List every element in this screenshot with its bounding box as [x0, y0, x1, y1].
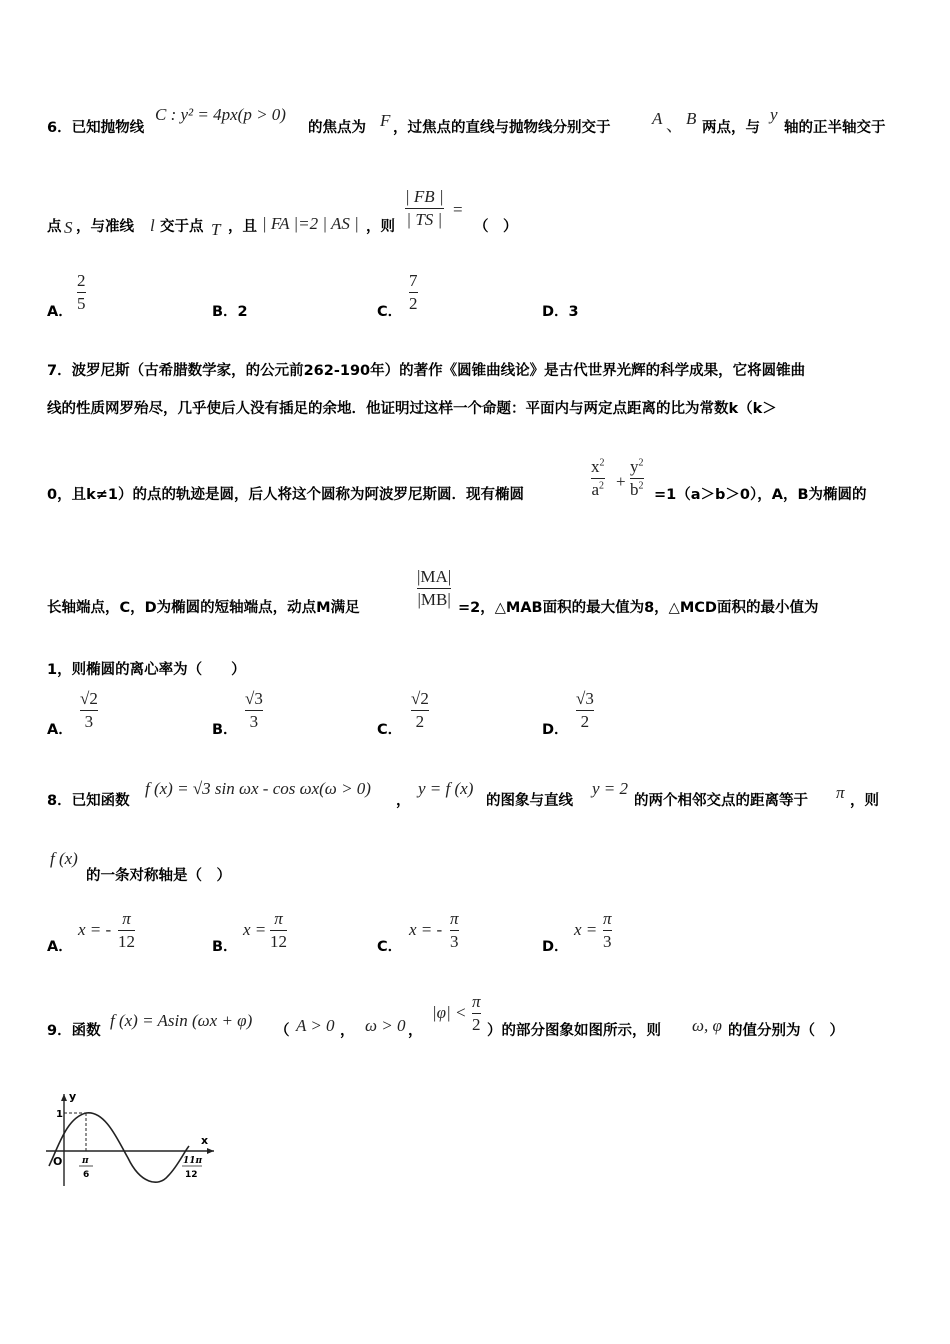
fraction-bar: [77, 292, 86, 293]
q8-pi: π: [836, 783, 845, 802]
graph-tick2-num: 11π: [183, 1156, 203, 1166]
q8-y-equals-fx: y = f (x): [418, 779, 474, 798]
q7-option-b-fraction: [245, 690, 263, 731]
q8-option-c-lhs: x = -: [409, 920, 443, 939]
q7-line3-a: 0，且k≠1）的点的轨迹是圆，后人将这个圆称为阿波罗尼斯圆．现有椭圆: [47, 487, 524, 503]
q8-option-b-den: 12: [270, 931, 287, 951]
q6-ratio-den: | TS |: [406, 209, 443, 229]
q6-option-c-num: 7: [409, 271, 418, 290]
fraction-bar: [80, 710, 98, 711]
q6-option-d: D．3: [542, 304, 579, 320]
q8-option-c-num: π: [450, 909, 459, 928]
q9-end: 的值分别为（ ）: [728, 1023, 844, 1039]
q6-line2-c: 交于点: [160, 219, 204, 235]
q6-equals: =: [453, 200, 463, 219]
q6-separator: 、: [666, 116, 683, 135]
q8-line2: 的一条对称轴是（ ）: [86, 868, 231, 884]
q6-option-a-den: 5: [77, 293, 86, 313]
graph-origin-label: O: [53, 1155, 63, 1168]
q7-line1: 7．波罗尼斯（古希腊数学家，的公元前262-190年）的著作《圆锥曲线论》是古代世界光辉的科学成果，它将圆锥曲: [47, 363, 806, 379]
q9-cond-a: A > 0: [296, 1016, 335, 1035]
q7-option-d-fraction: [576, 690, 594, 731]
q6-line-l: l: [150, 216, 155, 235]
q6-line1-prefix: 6．已知抛物线: [47, 120, 145, 136]
q7-option-c-label: C．: [377, 722, 403, 738]
q6-line2-b: ，与准线: [76, 219, 134, 235]
q7-ellipse-x-term: [591, 458, 605, 499]
q7-a: a: [591, 479, 600, 499]
graph-tick1-den: 6: [83, 1170, 90, 1180]
fraction-bar: [411, 710, 429, 711]
q7-ma: |MA|: [417, 567, 452, 586]
q8-option-d-den: 3: [603, 931, 612, 951]
q9-cond-phi: |φ| <: [432, 1003, 467, 1022]
q7-option-a-label: A．: [47, 722, 73, 738]
q7-x: x: [591, 457, 600, 476]
q8-prefix: 8．已知函数: [47, 793, 130, 809]
q9-omega-phi: ω, φ: [692, 1016, 722, 1035]
q7-line4-b: =2，△MAB面积的最大值为8，△MCD面积的最小值为: [458, 600, 819, 616]
fraction-bar: [472, 1013, 481, 1014]
q8-function: f (x) = √3 sin ωx - cos ωx(ω > 0): [145, 779, 371, 798]
graph-tick1-num: π: [82, 1156, 89, 1166]
q9-phi-num: π: [472, 992, 481, 1011]
q7-line5: 1，则椭圆的离心率为（ ）: [47, 662, 246, 678]
q6-line2-a: 点: [47, 219, 62, 235]
q7-option-a-num: √2: [80, 689, 98, 708]
q7-option-b-den: 3: [249, 711, 259, 731]
q9-function: f (x) = Asin (ωx + φ): [110, 1011, 253, 1030]
q8-option-a-lhs: x = -: [78, 920, 112, 939]
q8-fx: f (x): [50, 849, 78, 868]
q8-option-d-num: π: [603, 909, 612, 928]
q6-option-b: B．2: [212, 304, 248, 320]
q7-plus: +: [616, 472, 626, 491]
q6-point-A: A: [652, 109, 663, 128]
q6-ratio-num: | FB |: [405, 187, 444, 206]
q8-option-c-label: C．: [377, 939, 403, 955]
q7-option-d-num: √3: [576, 689, 594, 708]
q7-option-a-fraction: [80, 690, 98, 731]
q6-line2-d: ，且: [228, 219, 257, 235]
q7-b-exp: 2: [638, 480, 644, 492]
q7-option-c-fraction: [411, 690, 429, 731]
q6-text-b: ，过焦点的直线与抛物线分别交于: [393, 120, 611, 136]
q8-option-c-den: 3: [450, 931, 459, 951]
q6-point-F: F: [380, 111, 391, 130]
q6-option-a-label: A．: [47, 304, 73, 320]
q9-close: ）的部分图象如图所示，则: [487, 1023, 661, 1039]
q8-option-a-den: 12: [118, 931, 135, 951]
q7-line2: 线的性质网罗殆尽，几乎使后人没有插足的余地．他证明过这样一个命题：平面内与两定点距离的比为常数k（k＞: [47, 401, 777, 417]
q7-y-exp: 2: [638, 457, 644, 469]
q9-comma2: ，: [408, 1023, 423, 1039]
x-axis-arrow: [207, 1148, 214, 1154]
q7-option-d-label: D．: [542, 722, 569, 738]
graph-tick2-den: 12: [185, 1170, 198, 1180]
q8-option-b-label: B．: [212, 939, 238, 955]
q8-line-y2: y = 2: [592, 779, 629, 798]
y-axis-arrow: [61, 1094, 67, 1101]
q8-mid2: 的两个相邻交点的距离等于: [634, 793, 808, 809]
q6-line2-e: ，则: [366, 219, 395, 235]
q6-option-a-num: 2: [77, 271, 86, 290]
q9-cond-omega: ω > 0: [365, 1016, 406, 1035]
fraction-bar: [576, 710, 594, 711]
q8-option-b-fraction: [270, 910, 287, 951]
q7-option-b-label: B．: [212, 722, 238, 738]
q8-mid: 的图象与直线: [486, 793, 573, 809]
q7-mb: |MB|: [417, 589, 451, 609]
q6-text-c: 两点，与: [702, 120, 760, 136]
q7-option-b-num: √3: [245, 689, 263, 708]
q7-line3-b: =1（a＞b＞0），A，B为椭圆的: [654, 487, 867, 503]
q8-option-b-num: π: [274, 909, 283, 928]
q6-condition: | FA |=2 | AS |: [262, 214, 359, 233]
q6-option-c-den: 2: [409, 293, 418, 313]
q8-option-d-fraction: [603, 910, 612, 951]
q6-paren: （ ）: [474, 219, 518, 235]
q7-b: b: [630, 479, 639, 499]
q8-option-b-lhs: x =: [243, 920, 267, 939]
q9-phi-bound-fraction: [472, 993, 481, 1034]
graph-x-label: x: [201, 1134, 209, 1147]
q8-comma: ，: [396, 793, 411, 809]
fraction-bar: [630, 478, 644, 479]
q7-ellipse-y-term: [630, 458, 644, 499]
q7-option-a-den: 3: [84, 711, 94, 731]
q7-y: y: [630, 457, 639, 476]
q9-sine-graph: [44, 1088, 224, 1193]
fraction-bar: [603, 930, 612, 931]
fraction-bar: [405, 208, 444, 209]
graph-y-label: y: [69, 1090, 77, 1103]
q7-option-c-num: √2: [411, 689, 429, 708]
q8-option-a-num: π: [122, 909, 131, 928]
q7-x-exp: 2: [599, 457, 605, 469]
fraction-bar: [417, 588, 451, 589]
q8-option-a-fraction: [118, 910, 135, 951]
fraction-bar: [245, 710, 263, 711]
q6-ratio-fraction: [405, 188, 444, 229]
q7-ratio-fraction: [417, 568, 451, 609]
fraction-bar: [118, 930, 135, 931]
q6-text-d: 轴的正半轴交于: [784, 120, 886, 136]
q9-prefix: 9．函数: [47, 1023, 101, 1039]
q6-text-a: 的焦点为: [308, 120, 366, 136]
q8-option-a-label: A．: [47, 939, 73, 955]
fraction-bar: [591, 478, 605, 479]
q6-point-B: B: [686, 109, 697, 128]
graph-one-label: 1: [56, 1109, 63, 1120]
fraction-bar: [450, 930, 459, 931]
fraction-bar: [409, 292, 418, 293]
q9-open: （: [275, 1023, 290, 1039]
sine-curve: [49, 1113, 189, 1182]
q6-point-S: S: [64, 218, 73, 237]
q8-option-d-lhs: x =: [574, 920, 598, 939]
q8-option-c-fraction: [450, 910, 459, 951]
q9-comma1: ，: [340, 1023, 355, 1039]
q7-line4-a: 长轴端点，C，D为椭圆的短轴端点，动点M满足: [47, 600, 360, 616]
q6-option-c-label: C．: [377, 304, 403, 320]
q6-option-c-fraction: [409, 272, 418, 313]
q7-option-c-den: 2: [415, 711, 425, 731]
q6-point-T: T: [211, 220, 221, 239]
q9-phi-den: 2: [472, 1014, 481, 1034]
q7-a-exp: 2: [599, 480, 605, 492]
q6-y: y: [770, 105, 778, 124]
q8-end: ，则: [850, 793, 879, 809]
q8-option-d-label: D．: [542, 939, 569, 955]
q6-curve-equation: C : y² = 4px(p > 0): [155, 105, 286, 124]
fraction-bar: [270, 930, 287, 931]
q7-option-d-den: 2: [580, 711, 590, 731]
q6-option-a-fraction: [77, 272, 86, 313]
